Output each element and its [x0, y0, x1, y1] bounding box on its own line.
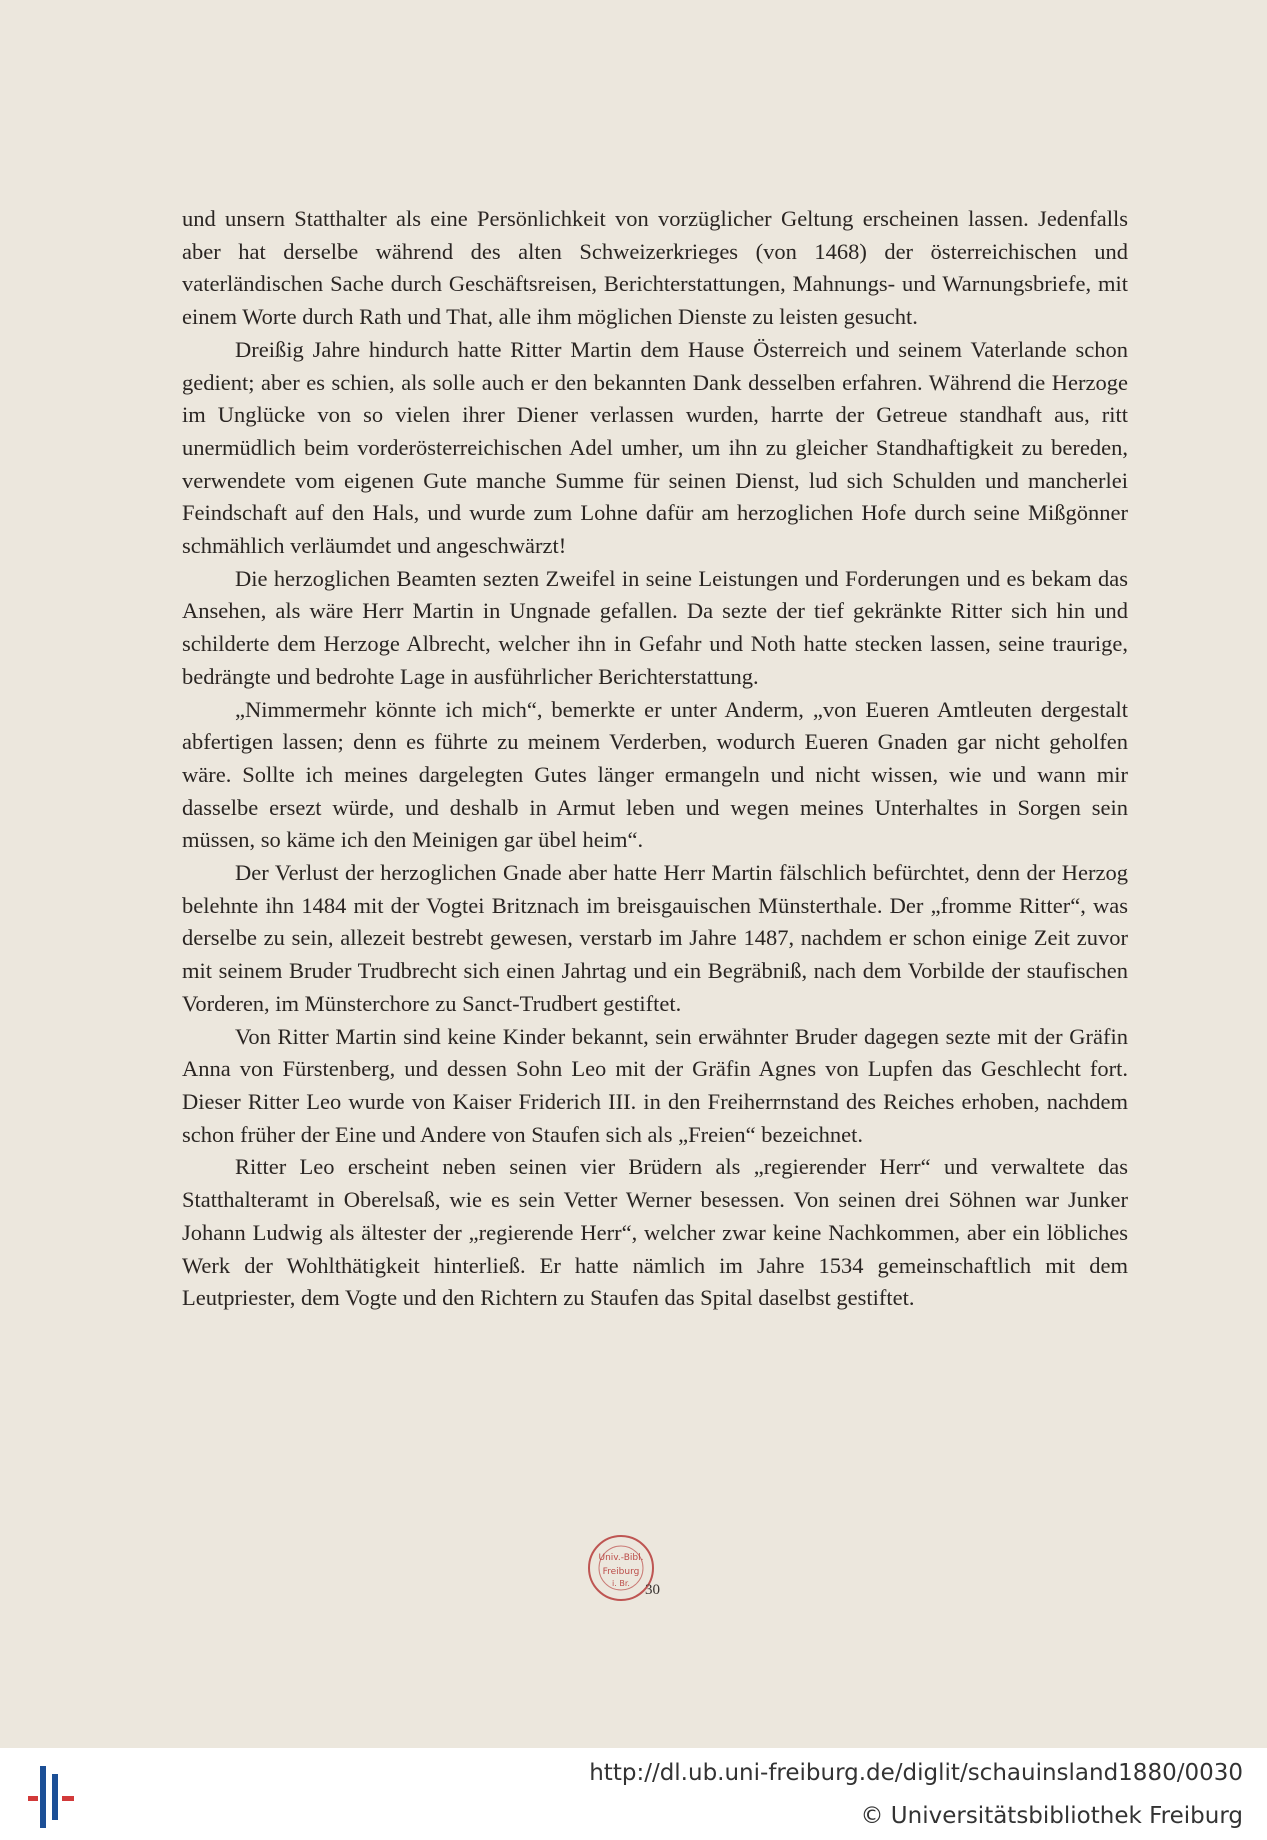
- ub-freiburg-logo-icon[interactable]: [28, 1766, 78, 1828]
- page-number: 30: [645, 1582, 660, 1598]
- svg-text:Freiburg: Freiburg: [602, 1567, 640, 1577]
- paragraph: Dreißig Jahre hindurch hatte Ritter Martin dem Hause Österreich und seinem Vaterlande schon gedient; aber es schien, als solle auch er den bekannten Dank desselben erfahren. Während die Herzoge im Unglücke von so vielen ihrer Diener verlassen wurden, harrte der Getreue standhaft aus, ritt unermüdlich beim vorderösterreichischen Adel umher, um ihn zu gleicher Standhaftigkeit zu bereden, verwendete vom eigenen Gute manche Summe für seinen Dienst, lud sich Schulden und mancherlei Feindschaft auf den Hals, und wurde zum Lohne dafür am herzoglichen Hofe durch seine Mißgönner schmählich verläumdet und angeschwärzt!: [182, 336, 1128, 559]
- svg-text:i. Br.: i. Br.: [612, 1579, 630, 1588]
- paragraph: und unsern Statthalter als eine Persönlichkeit von vorzüglicher Geltung erscheinen lassen. Jedenfalls aber hat derselbe während des alten Schweizerkrieges (von 1468) der österreichischen und vaterländischen Sache durch Geschäftsreisen, Berichterstattungen, Mahnungs- und Warnungsbriefe, mit einem Worte durch Rath und That, alle ihm möglichen Dienste zu leisten gesucht.: [182, 206, 1128, 330]
- paragraph: Ritter Leo erscheint neben seinen vier Brüdern als „regierender Herr“ und verwaltete das Statthalteramt in Oberelsaß, wie es sein Vetter Werner besessen. Von seinen drei Söhnen war Junker Johann Ludwig als ältester der „regierende Herr“, welcher zwar keine Nachkommen, aber ein löbliches Werk der Wohlthätigkeit hinterließ. Er hatte nämlich im Jahre 1534 gemeinschaftlich mit dem Leutpriester, dem Vogte und den Richtern zu Staufen das Spital daselbst gestiftet.: [182, 1154, 1128, 1311]
- body-text: [182, 203, 1128, 1315]
- paragraph: Von Ritter Martin sind keine Kinder bekannt, sein erwähnter Bruder dagegen sezte mit der Gräfin Anna von Fürstenberg, und dessen Sohn Leo mit der Gräfin Agnes von Lupfen das Geschlecht fort. Dieser Ritter Leo wurde von Kaiser Friderich III. in den Freiherrnstand des Reiches erhoben, nachdem schon früher der Eine und Andere von Staufen sich als „Freien“ bezeichnet.: [182, 1023, 1128, 1147]
- paragraph: Der Verlust der herzoglichen Gnade aber hatte Herr Martin fälschlich befürchtet, denn der Herzog belehnte ihn 1484 mit der Vogtei Britznach im breisgauischen Münsterthale. Der „fromme Ritter“, was derselbe zu sein, allezeit bestrebt gewesen, verstarb im Jahre 1487, nachdem er schon einige Zeit zuvor mit seinem Bruder Trudbrecht sich einen Jahrtag und ein Begräbniß, nach dem Vorbilde der staufischen Vorderen, im Münsterchore zu Sanct-Trudbert gestiftet.: [182, 860, 1128, 1016]
- copyright-text: © Universitätsbibliothek Freiburg: [860, 1803, 1243, 1829]
- document-url-link[interactable]: http://dl.ub.uni-freiburg.de/diglit/schauinsland1880/0030: [589, 1760, 1243, 1786]
- paragraph: „Nimmermehr könnte ich mich“, bemerkte er unter Anderm, „von Eueren Amtleuten dergestalt abfertigen lassen; denn es führte zu meinem Verderben, wodurch Eueren Gnaden gar nicht geholfen wäre. Sollte ich meines dargelegten Gutes länger ermangeln und nicht wissen, wie und wann mir dasselbe ersezt würde, und deshalb in Armut leben und wegen meines Unterhaltes in Sorgen sein müssen, so käme ich den Meinigen gar übel heim“.: [182, 696, 1128, 853]
- paragraph: Die herzoglichen Beamten sezten Zweifel in seine Leistungen und Forderungen und es bekam das Ansehen, als wäre Herr Martin in Ungnade gefallen. Da sezte der tief gekränkte Ritter sich hin und schilderte dem Herzoge Albrecht, welcher ihn in Gefahr und Noth hatte stecken lassen, seine traurige, bedrängte und bedrohte Lage in ausführlicher Berichterstattung.: [182, 565, 1128, 689]
- svg-text:Univ.-Bibl.: Univ.-Bibl.: [598, 1553, 644, 1563]
- viewer-footer: [0, 1748, 1267, 1840]
